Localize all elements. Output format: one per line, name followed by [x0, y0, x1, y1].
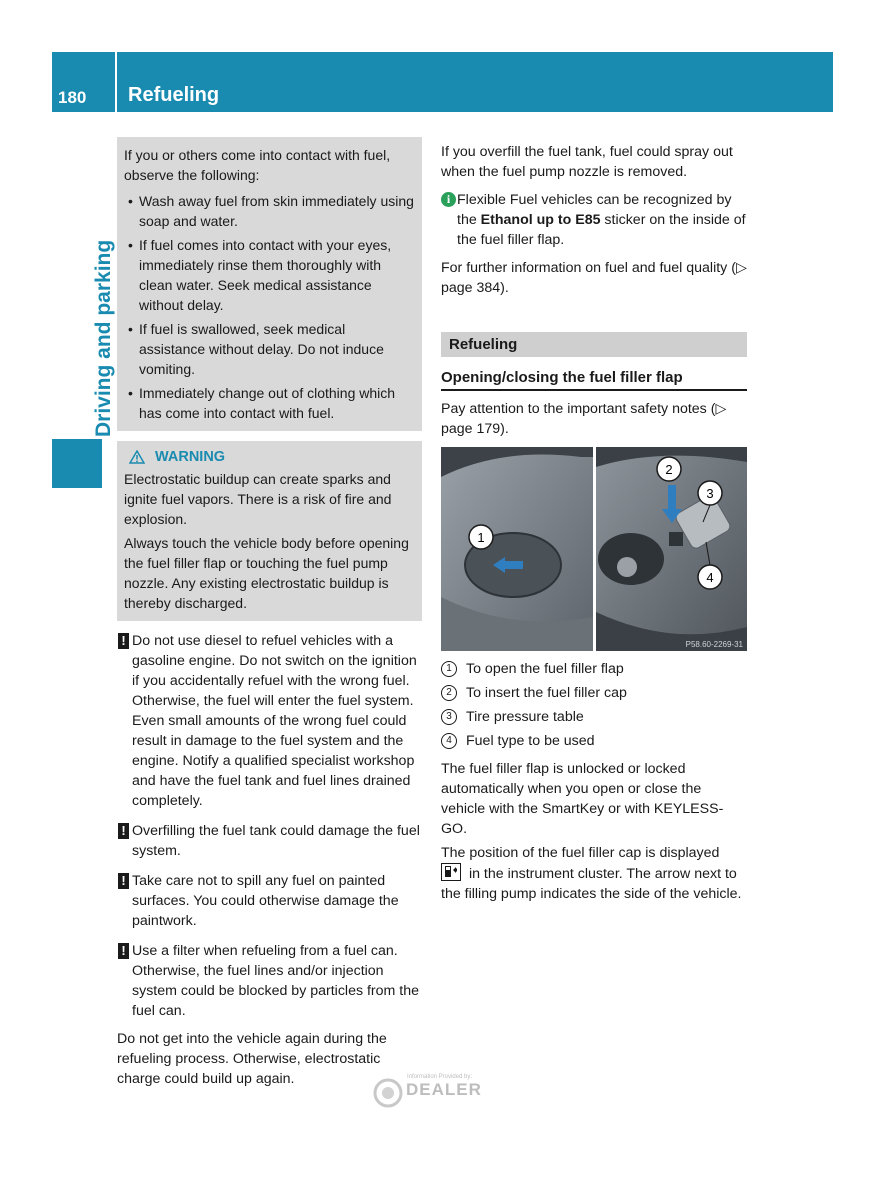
legend-text: To open the fuel filler flap	[466, 661, 624, 677]
position-text-pre: The position of the fuel filler cap is displayed	[441, 845, 720, 861]
position-text-post: in the instrument cluster. The arrow next to the filling pump indicates the side of the vehicle.	[441, 866, 742, 902]
warning-title	[124, 449, 415, 465]
warning-text-2: Always touch the vehicle body before opening the fuel filler flap or touching the fuel pump nozzle. Any existing electrostatic buildup is thereby discharged.	[124, 535, 409, 611]
header-divider	[115, 52, 117, 112]
legend-number: 4	[441, 733, 457, 749]
legend-text: Fuel type to be used	[466, 733, 595, 749]
notice-paint	[117, 871, 422, 931]
notice-text: Take care not to spill any fuel on painted surfaces. You could otherwise damage the paintwork.	[132, 873, 399, 929]
chapter-label: Driving and parking	[92, 239, 115, 437]
notice-filter	[117, 941, 422, 1021]
callout-3: 3	[706, 486, 714, 501]
warning-box	[117, 441, 422, 621]
bullet-text: Immediately change out of clothing which has come into contact with fuel.	[139, 385, 396, 421]
bullet-text: Wash away fuel from skin immediately using soap and water.	[139, 193, 414, 229]
overfill-text: If you overfill the fuel tank, fuel could spray out when the fuel pump nozzle is removed.	[441, 144, 733, 180]
safety-notes-text: Pay attention to the important safety notes (▷ page 179).	[441, 401, 727, 437]
closing-text: Do not get into the vehicle again during the refueling process. Otherwise, electrostatic charge could build up again.	[117, 1031, 387, 1087]
exclamation-icon: !	[118, 633, 129, 649]
bullet-item	[124, 319, 415, 379]
fuel-flap-illustration	[441, 447, 747, 651]
section-heading: Refueling	[441, 332, 747, 357]
fuel-flap-photo	[441, 447, 747, 651]
page-number: 180	[58, 88, 87, 107]
legend-number: 3	[441, 709, 457, 725]
legend-number: 1	[441, 661, 457, 677]
bullet-item	[124, 191, 415, 231]
bullet-dot-icon: •	[128, 321, 133, 337]
notice-text: Use a filter when refueling from a fuel can. Otherwise, the fuel lines and/or injection system could be blocked by particles from the fuel can.	[132, 943, 420, 1019]
legend-item	[441, 683, 747, 703]
info-text-post: sticker on the inside of the fuel filler flap.	[457, 212, 746, 248]
photo-code: P58.60-2269-31	[685, 640, 743, 649]
info-text-bold: Ethanol up to E85	[480, 212, 601, 228]
fuel-pump-icon	[441, 863, 461, 881]
bullet-dot-icon: •	[128, 193, 133, 209]
warning-text-1: Electrostatic buildup can create sparks and ignite fuel vapors. There is a risk of fire and explosion.	[124, 471, 392, 527]
legend-item	[441, 707, 747, 727]
left-column	[117, 137, 422, 1089]
dealer-watermark	[373, 1074, 503, 1110]
notice-overfill	[117, 821, 422, 861]
legend-text: To insert the fuel filler cap	[466, 685, 627, 701]
warning-triangle-icon	[129, 450, 145, 464]
exclamation-icon: !	[118, 873, 129, 889]
callout-1: 1	[477, 530, 485, 545]
callout-4: 4	[706, 570, 714, 585]
info-icon: i	[441, 192, 456, 207]
right-column	[441, 137, 747, 904]
legend-item	[441, 659, 747, 679]
further-info-text: For further information on fuel and fuel quality (▷ page 384).	[441, 260, 747, 296]
watermark-brand: DEALER	[406, 1080, 482, 1099]
bullet-item	[124, 235, 415, 315]
bullet-dot-icon: •	[128, 237, 133, 253]
legend-number: 2	[441, 685, 457, 701]
legend-text: Tire pressure table	[466, 709, 584, 725]
exclamation-icon: !	[118, 823, 129, 839]
notice-text: Do not use diesel to refuel vehicles with a gasoline engine. Do not switch on the ignition if you accidentally refuel with the wrong fuel. Otherwise, the fuel will enter the fuel system. Even small amounts of the wrong fuel could result in damage to the fuel system and the engine. Notify a qualified specialist workshop and have the fuel tank and fuel lines drained completely.	[132, 633, 417, 809]
unlock-text: The fuel filler flap is unlocked or locked automatically when you open or close the vehicle with the SmartKey or with KEYLESS-GO.	[441, 761, 724, 837]
callout-2: 2	[665, 462, 673, 477]
bullet-item	[124, 383, 415, 423]
dealer-logo-icon	[373, 1078, 403, 1108]
notice-diesel	[117, 631, 422, 811]
exclamation-icon: !	[118, 943, 129, 959]
bullet-text: If fuel is swallowed, seek medical assistance without delay. Do not induce vomiting.	[139, 321, 384, 377]
bullet-dot-icon: •	[128, 385, 133, 401]
sub-heading: Opening/closing the fuel filler flap	[441, 369, 747, 391]
watermark-caption: Information Provided by:	[407, 1074, 473, 1080]
notice-text: Overfilling the fuel tank could damage the fuel system.	[132, 823, 420, 859]
info-text-pre: Flexible Fuel vehicles can be recognized by the	[457, 192, 732, 228]
position-text	[441, 843, 747, 904]
legend-item	[441, 731, 747, 751]
fuel-contact-box	[117, 137, 422, 431]
fuel-contact-intro: If you or others come into contact with fuel, observe the following:	[124, 147, 391, 183]
bullet-text: If fuel comes into contact with your eyes, immediately rinse them thoroughly with clean water. Seek medical assistance without delay.	[139, 237, 392, 313]
warning-label: WARNING	[155, 449, 226, 465]
page-title: Refueling	[128, 84, 220, 106]
info-note	[441, 190, 747, 250]
